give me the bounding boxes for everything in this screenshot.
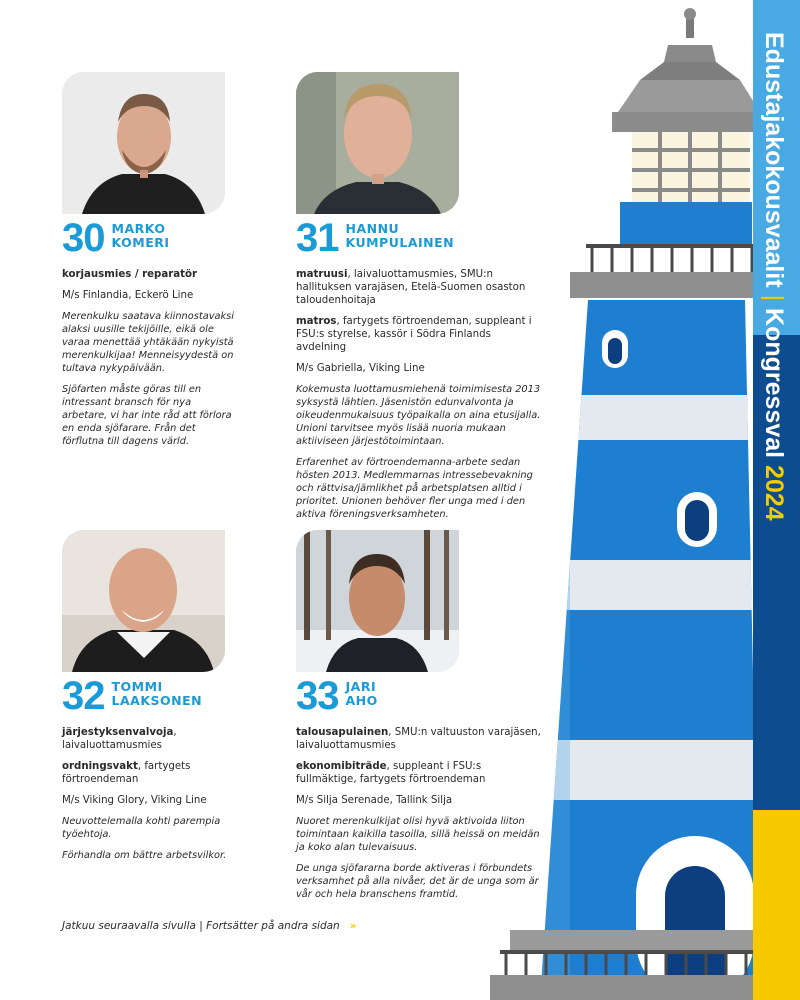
candidate-role-fi-title: matruusi [296, 269, 348, 280]
candidate-role-fi-title: talousapulainen [296, 727, 389, 738]
candidate-number: 33 [296, 674, 339, 718]
candidate-quote-fi: Nuoret merenkulkijat olisi hyvä aktivoida liiton toimintaan kaikilla tasoilla, sillä heissä on meidän ja koko alan tulevaisuus. [296, 816, 540, 853]
candidate-photo [62, 72, 225, 214]
candidate-photo [296, 72, 459, 214]
candidate-first-name: TOMMI [111, 679, 163, 694]
candidate-quote-sv: Förhandla om bättre arbetsvilkor. [62, 850, 227, 861]
continue-note [62, 920, 357, 932]
sidebar-title-separator: | [760, 287, 788, 309]
candidate-card [62, 530, 237, 870]
candidate-role-sv: , fartygets förtroendeman [62, 761, 191, 785]
candidate-last-name: KOMERI [111, 235, 170, 250]
candidate-ship: M/s Silja Serenade, Tallink Silja [296, 795, 453, 806]
candidate-quote-sv: Erfarenhet av förtroendemanna-arbete sedan hösten 2013. Medlemmarnas intressebevakning och rättvisa/jämlikhet på arbetsplatsen alltid i prioritet. Unionen behöver fler unga med i den aktiva föreningsverksamheten. [296, 457, 533, 520]
candidate-first-name: MARKO [111, 221, 166, 236]
candidate-first-name: JARI [345, 679, 377, 694]
candidate-quote-fi: Merenkulku saatava kiinnostavaksi alaksi uusille tekijöille, eikä ole varaa menettää yhtäkään nykyistä merenkulkijaa! Menneisyydestä on tultava nykypäivään. [62, 311, 234, 374]
candidate-role-sv-title: ordningsvakt [62, 761, 138, 772]
candidate-role-sv: , suppleant i FSU:s fullmäktige, fartygets förtroendeman [296, 761, 486, 785]
continue-note-text: Jatkuu seuraavalla sivulla | Fortsätter på andra sidan [62, 920, 340, 932]
sidebar-title-part1: Edustajakokousvaalit [760, 32, 788, 288]
sidebar-band-yellow [753, 810, 800, 1000]
candidate-quote-fi: Kokemusta luottamusmiehenä toimimisesta 2013 syksystä lähtien. Jäsenistön edunvalvonta ja oikeudenmukaisuus työpaikalla on aina etusijalla. Unioni tarvitsee myös lisää nuoria mukaan aktiiviseen järjestötoimintaan. [296, 384, 541, 447]
candidate-ship: M/s Viking Glory, Viking Line [62, 795, 207, 806]
candidate-number: 30 [62, 216, 105, 260]
candidate-quote-sv: De unga sjöfararna borde aktiveras i förbundets verksamhet på alla nivåer, det är de unga som är vår och hela branschens framtid. [296, 863, 539, 900]
candidate-number: 31 [296, 216, 339, 260]
candidate-last-name: LAAKSONEN [111, 693, 203, 708]
candidate-last-name: AHO [345, 693, 378, 708]
candidate-photo [296, 530, 459, 672]
sidebar-title-year: 2024 [760, 458, 788, 521]
candidate-quote-fi: Neuvottelemalla kohti parempia työehtoja. [62, 816, 221, 840]
continue-arrow-icon: » [349, 920, 357, 932]
candidate-role-fi: , SMU:n valtuuston varajäsen, laivaluottamusmies [296, 727, 541, 751]
sidebar-title-part2: Kongressval [760, 308, 788, 459]
candidate-ship: M/s Gabriella, Viking Line [296, 363, 425, 374]
candidate-role-fi: , laivaluottamusmies [62, 727, 177, 751]
candidate-quote-sv: Sjöfarten måste göras till en intressant bransch för nya arbetare, vi har inte råd att förlora en enda sjöfarare. Från det förflutna till dagens värld. [62, 384, 232, 447]
candidate-photo [62, 530, 225, 672]
candidate-card [296, 530, 541, 909]
candidate-card [62, 72, 237, 456]
candidate-card [296, 72, 541, 529]
candidate-last-name: KUMPULAINEN [345, 235, 455, 250]
candidate-role-fi: , laivaluottamusmies, SMU:n hallituksen varajäsen, Etelä-Suomen osaston taloudenhoitaja [296, 269, 526, 306]
candidate-role-fi-title: järjestyksenvalvoja [62, 727, 174, 738]
sidebar-title [753, 32, 800, 752]
candidate-role-sv-title: matros [296, 316, 337, 327]
candidate-role-sv-title: ekonomibiträde [296, 761, 387, 772]
candidate-first-name: HANNU [345, 221, 400, 236]
candidate-role-fi: korjausmies / reparatör [62, 269, 197, 280]
candidate-ship: M/s Finlandia, Eckerö Line [62, 290, 194, 301]
candidate-number: 32 [62, 674, 105, 718]
candidate-role-sv: , fartygets förtroendeman, suppleant i FSU:s styrelse, kassör i Södra Finlands avdelning [296, 316, 532, 353]
